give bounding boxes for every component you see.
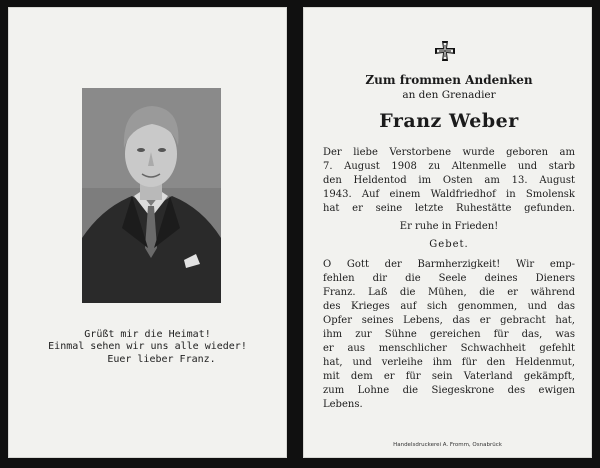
biography-line: Der liebe Verstorbene wurde geboren am: [323, 147, 575, 158]
prayer-line: des Krieges auf sich genommen, und das: [323, 301, 575, 312]
biography-line: den Heldentod im Osten am 13. August: [323, 175, 575, 186]
left-card: [8, 7, 287, 458]
rest-in-peace-line: Er ruhe in Frieden!: [399, 221, 499, 232]
biography-line: 1943. Auf einem Waldfriedhof in Smolensk: [323, 189, 575, 200]
prayer-line: ihm zur Sühne gereichen für das, was: [323, 329, 575, 340]
prayer-line: Lebens.: [323, 399, 363, 410]
printer-credit: Handelsdruckerei A. Fromm, Osnabrück: [393, 442, 502, 448]
greeting-line-1: Grüßt mir die Heimat!: [84, 329, 211, 340]
memorial-heading: Zum frommen Andenken: [365, 73, 533, 87]
prayer-line: hat, und verleihe ihm für den Heldenmut,: [323, 357, 575, 368]
prayer-line: zum Lohne die Siegeskrone des ewigen: [323, 385, 575, 396]
greeting-line-2: Einmal sehen wir uns alle wieder!: [48, 341, 247, 352]
greeting-signature: Euer lieber Franz.: [107, 354, 216, 365]
biography-line: hat er seine letzte Ruhestätte gefunden.: [323, 203, 575, 214]
prayer-line: Franz. Laß die Mühen, die er während: [323, 287, 575, 298]
prayer-line: Opfer seines Lebens, das er gebracht hat,: [323, 315, 575, 326]
memorial-subheading: an den Grenadier: [402, 89, 496, 101]
prayer-line: er aus menschlicher Schwachheit gefehlt: [323, 343, 575, 354]
prayer-line: fehlen dir die Seele deines Dieners: [323, 273, 575, 284]
deceased-name: Franz Weber: [379, 110, 519, 132]
right-card: [303, 7, 592, 458]
prayer-heading: Gebet.: [429, 239, 469, 250]
prayer-line: O Gott der Barmherzigkeit! Wir emp-: [323, 259, 575, 270]
biography-line: 7. August 1908 zu Altenmelle und starb: [323, 161, 575, 172]
portrait-photo: [82, 88, 221, 303]
iron-cross-icon: [434, 40, 456, 62]
prayer-line: mit dem er für sein Vaterland gekämpft,: [323, 371, 575, 382]
